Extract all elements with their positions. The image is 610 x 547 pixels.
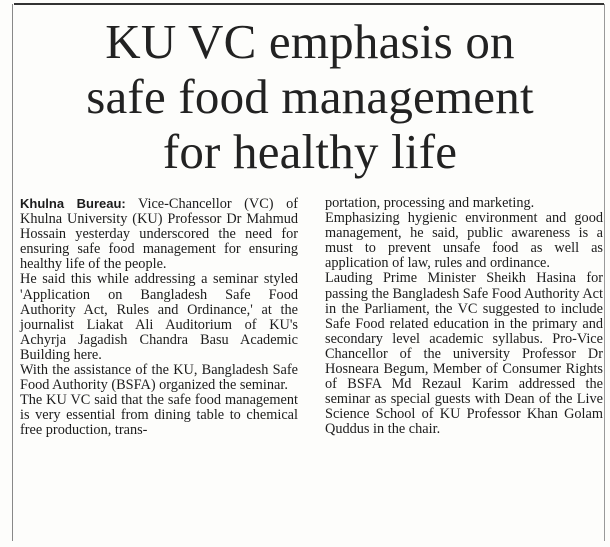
column-right: [325, 196, 603, 439]
headline: [20, 14, 600, 179]
headline-line-3: for healthy life: [162, 124, 458, 179]
paragraph-1-text: Vice-Chancellor (VC) of Khulna University (KU) Professor Dr Mahmud Hossain yesterday underscored the need for ensuring safe food management for ensuring healthy life of the people.: [20, 196, 298, 273]
paragraph-4: The KU VC said that the safe food management is very essential from dining table to chemical free production, trans-: [20, 392, 298, 439]
column-left: [20, 196, 298, 439]
byline: Khulna Bureau:: [20, 196, 126, 211]
article-body: [20, 196, 603, 439]
paragraph-5: Emphasizing hygienic environment and good management, he said, public awareness is a must to prevent unsafe food as well as application of law, rules and ordinance.: [325, 210, 603, 272]
paragraph-4-continued: portation, processing and marketing.: [325, 195, 535, 211]
paragraph-6: Lauding Prime Minister Sheikh Hasina for passing the Bangladesh Safe Food Authority Act in the Parliament, the VC suggested to include Safe Food related education in the primary and secondary level academic syllabus. Pro-Vice Chancellor of the university Professor Dr Hosneara Begum, Member of Consumer Rights of BSFA Md Rezaul Karim addressed the seminar as special guests with Dean of the Live Science School of KU Professor Khan Golam Quddus in the chair.: [325, 270, 603, 438]
top-border-rule: [14, 3, 604, 5]
paragraph-2: He said this while addressing a seminar styled 'Application on Bangladesh Safe Food Authority Act, Rules and Ordinance,' at the journalist Liakat Ali Auditorium of KU's Achyrja Jagadish Chandra Basu Academic Building here.: [20, 271, 298, 363]
headline-line-2: safe food management: [86, 69, 534, 124]
paragraph-1: [20, 196, 298, 272]
paragraph-3: With the assistance of the KU, Bangladesh Safe Food Authority (BSFA) organized the seminar.: [20, 362, 298, 394]
left-border-rule: [12, 4, 13, 541]
headline-line-1: KU VC emphasis on: [105, 14, 515, 69]
right-border-rule: [604, 4, 605, 541]
